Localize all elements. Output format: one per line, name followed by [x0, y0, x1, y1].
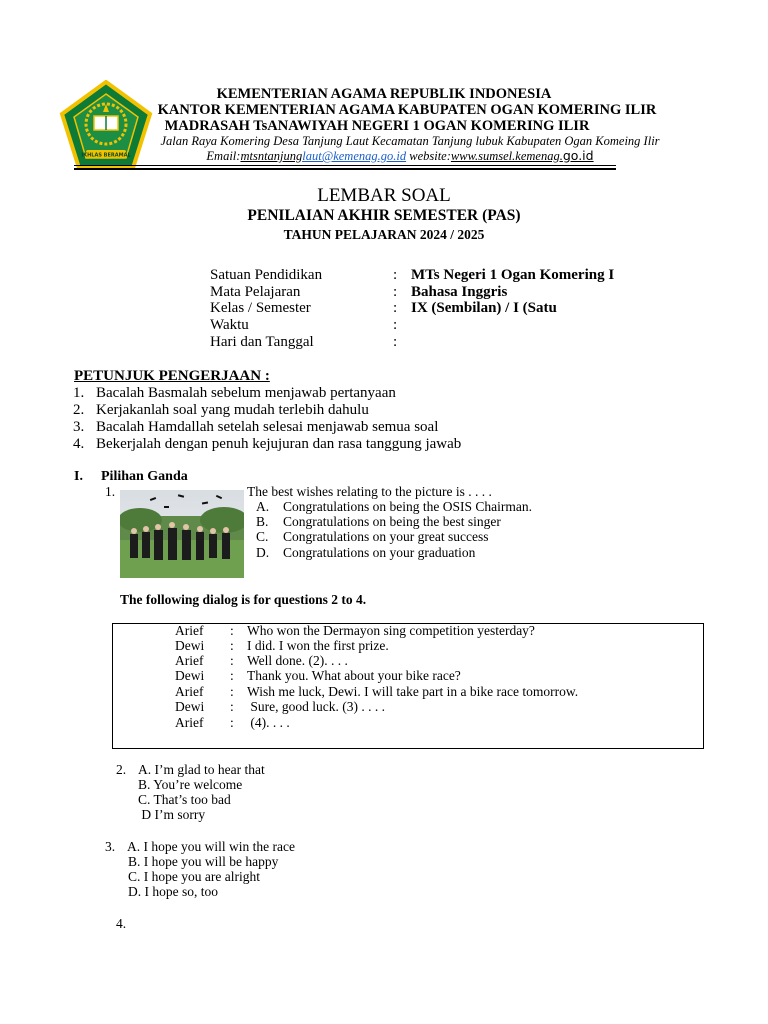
email-label: Email: [206, 149, 241, 163]
header-rule-thick [74, 168, 616, 170]
instruction-num: 2. [73, 402, 85, 418]
info-colon: : [393, 334, 398, 350]
question-number: 4. [116, 916, 127, 931]
option-text: C. I hope you are alright [128, 869, 260, 884]
instruction-num: 4. [73, 436, 85, 452]
option-text: Congratulations on being the best singer [283, 514, 501, 529]
website-label: website: [406, 149, 451, 163]
instruction-text: Bacalah Basmalah sebelum menjawab pertanyaan [96, 385, 396, 401]
option-letter: B. [256, 514, 269, 529]
info-label: Hari dan Tanggal [210, 334, 314, 350]
email-link-part2[interactable]: laut@kemenag.go.id [302, 149, 407, 163]
doc-subtitle: PENILAIAN AKHIR SEMESTER (PAS) [247, 207, 521, 224]
dialog-speaker: Dewi [175, 699, 205, 714]
section-title: Pilihan Ganda [101, 469, 188, 484]
website-link-part2[interactable]: go.id [562, 148, 594, 163]
info-value: Bahasa Inggris [411, 284, 508, 300]
dialog-line: Wish me luck, Dewi. I will take part in a bike race tomorrow. [247, 684, 579, 699]
info-value: MTs Negeri 1 Ogan Komering I [411, 267, 615, 283]
dialog-line: (4). . . . [247, 715, 290, 730]
dialog-speaker: Dewi [175, 668, 205, 683]
dialog-colon: : [230, 699, 234, 714]
dialog-colon: : [230, 668, 234, 683]
option-text: A. I hope you will win the race [127, 839, 295, 854]
doc-year: TAHUN PELAJARAN 2024 / 2025 [283, 227, 485, 242]
info-label: Waktu [210, 317, 249, 333]
dialog-line: Well done. (2). . . . [247, 653, 348, 668]
instruction-num: 3. [73, 419, 85, 435]
q1-question: The best wishes relating to the picture is . . . . [247, 484, 492, 499]
dialog-line: I did. I won the first prize. [247, 638, 389, 653]
dialog-colon: : [230, 653, 234, 668]
dialog-intro: The following dialog is for questions 2 to 4. [120, 592, 367, 607]
option-text: B. I hope you will be happy [128, 854, 279, 869]
graduation-photo [120, 490, 244, 578]
info-colon: : [393, 300, 398, 316]
dialog-line: Thank you. What about your bike race? [247, 668, 461, 683]
info-label: Mata Pelajaran [210, 284, 301, 300]
question-number: 2. [116, 762, 127, 777]
option-text: A. I’m glad to hear that [138, 762, 265, 777]
header-rule-thin [74, 165, 616, 166]
instructions-heading: PETUNJUK PENGERJAAN : [74, 368, 270, 384]
option-text: Congratulations on your great success [283, 529, 489, 544]
dialog-speaker: Arief [175, 715, 204, 730]
email-link-part1[interactable]: mtsntanjung [240, 149, 303, 163]
dialog-line: Sure, good luck. (3) . . . . [247, 699, 385, 714]
dialog-speaker: Dewi [175, 638, 205, 653]
logo-motto: IKHLAS BERAMAL [81, 152, 131, 159]
option-letter: D. [256, 545, 270, 560]
doc-title: LEMBAR SOAL [317, 185, 451, 206]
header-line-2: KANTOR KEMENTERIAN AGAMA KABUPATEN OGAN KOMERING ILIR [157, 102, 657, 118]
header-address: Jalan Raya Komering Desa Tanjung Laut Kecamatan Tanjung lubuk Kabupaten Ogan Komeing Ilir [160, 134, 660, 148]
instruction-text: Kerjakanlah soal yang mudah terlebih dahulu [96, 402, 369, 418]
question-number: 1. [105, 484, 116, 499]
option-letter: C. [256, 529, 269, 544]
dialog-colon: : [230, 638, 234, 653]
header-line-3: MADRASAH TsANAWIYAH NEGERI 1 OGAN KOMERING ILIR [164, 118, 590, 134]
dialog-colon: : [230, 684, 234, 699]
option-text: Congratulations on your graduation [283, 545, 476, 560]
info-colon: : [393, 317, 398, 333]
dialog-colon: : [230, 623, 234, 638]
dialog-colon: : [230, 715, 234, 730]
option-text: C. That’s too bad [138, 792, 231, 807]
option-text: D. I hope so, too [128, 884, 218, 899]
website-link-part1[interactable]: www.sumsel.kemenag. [450, 149, 563, 163]
header-contact [16, 148, 768, 164]
header-line-1: KEMENTERIAN AGAMA REPUBLIK INDONESIA [216, 86, 552, 102]
dialog-speaker: Arief [175, 653, 204, 668]
dialog-line: Who won the Dermayon sing competition yesterday? [247, 623, 535, 638]
dialog-speaker: Arief [175, 623, 204, 638]
info-label: Satuan Pendidikan [210, 267, 323, 283]
info-label: Kelas / Semester [210, 300, 311, 316]
option-text: B. You’re welcome [138, 777, 243, 792]
info-colon: : [393, 284, 398, 300]
option-text: D I’m sorry [138, 807, 206, 822]
instruction-num: 1. [73, 385, 85, 401]
section-roman: I. [74, 469, 83, 484]
option-letter: A. [256, 499, 270, 514]
question-number: 3. [105, 839, 116, 854]
instruction-text: Bacalah Hamdallah setelah selesai menjawab semua soal [96, 419, 439, 435]
dialog-speaker: Arief [175, 684, 204, 699]
option-text: Congratulations on being the OSIS Chairman. [283, 499, 532, 514]
info-value: IX (Sembilan) / I (Satu [411, 300, 557, 316]
instruction-text: Bekerjalah dengan penuh kejujuran dan rasa tanggung jawab [96, 436, 462, 452]
info-colon: : [393, 267, 398, 283]
